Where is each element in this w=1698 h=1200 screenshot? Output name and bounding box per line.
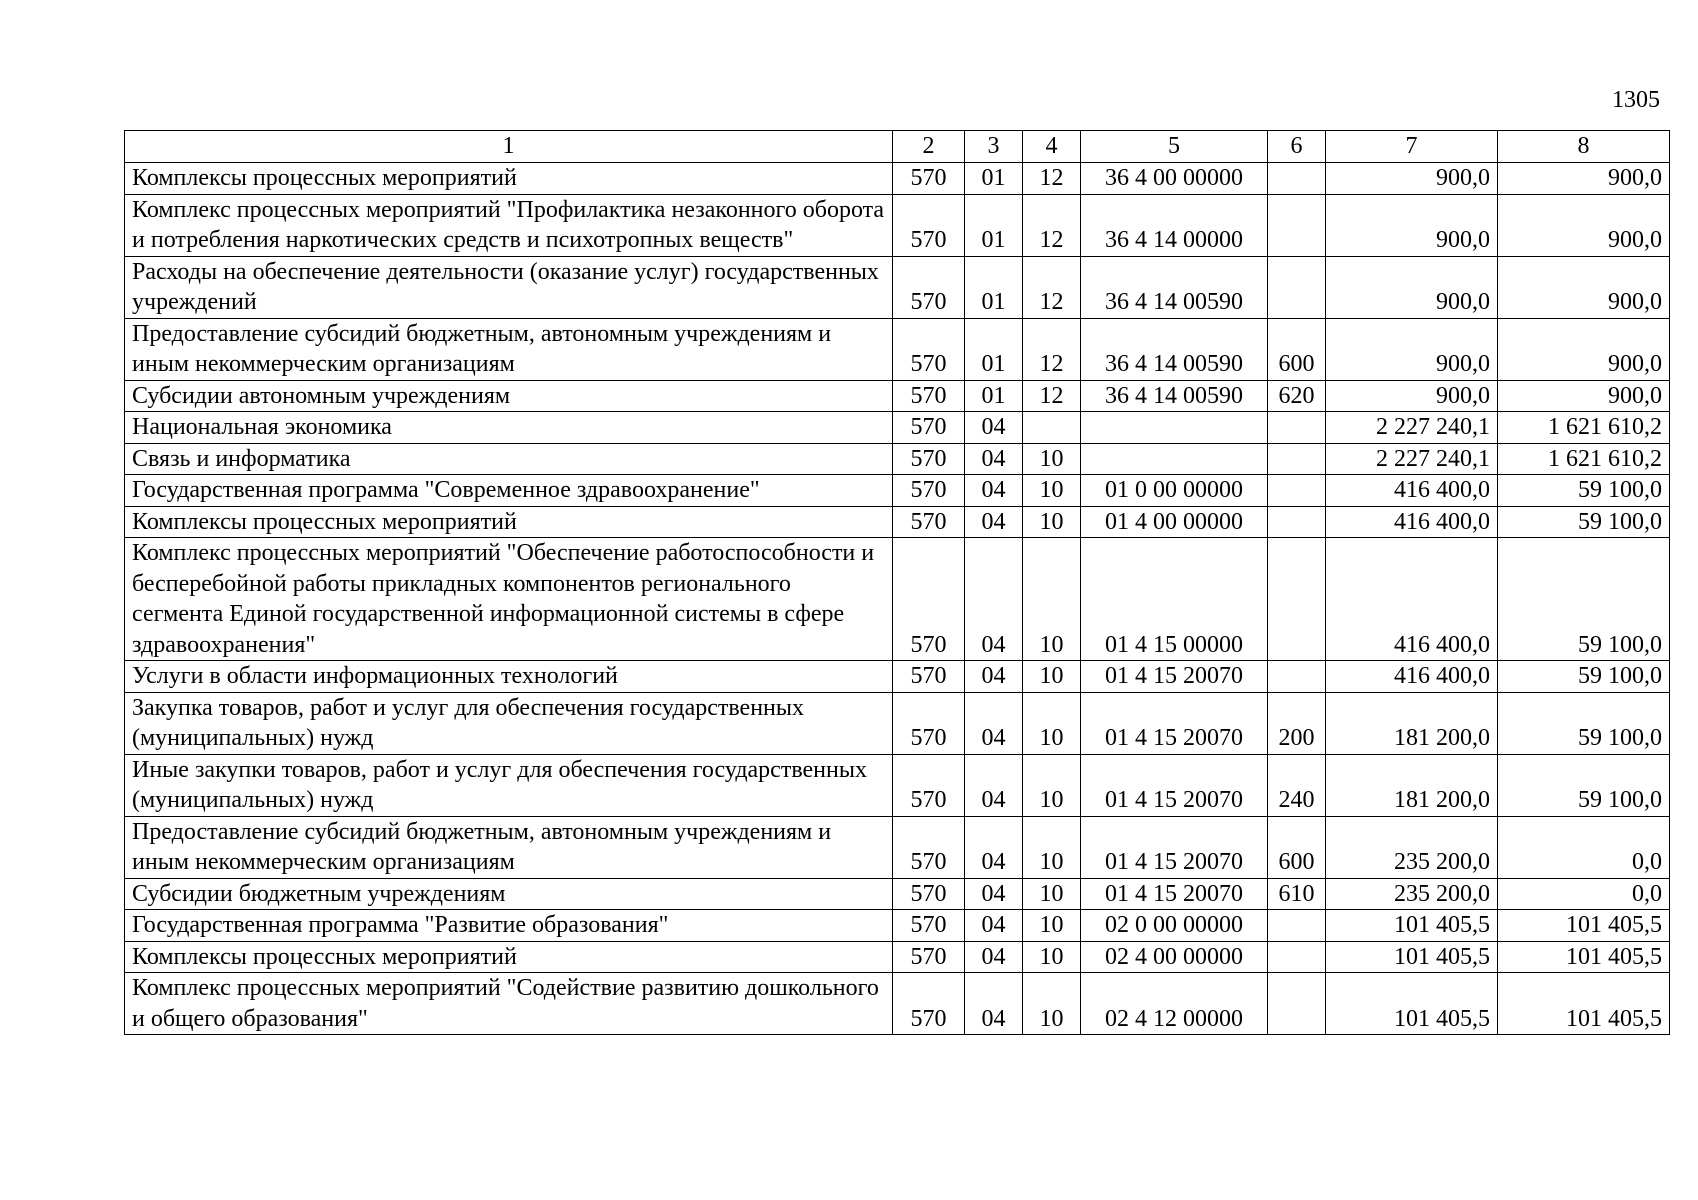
section-cell: 01: [965, 380, 1023, 412]
amount-cell: 181 200,0: [1326, 754, 1498, 816]
amount-cell: 235 200,0: [1326, 878, 1498, 910]
amount-cell: 101 405,5: [1326, 973, 1498, 1035]
section-cell: 04: [965, 443, 1023, 475]
table-row: [125, 816, 1670, 878]
amount-cell: 181 200,0: [1326, 692, 1498, 754]
target-article-cell: 01 4 15 20070: [1081, 661, 1268, 693]
row-name-cell: Иные закупки товаров, работ и услуг для обеспечения государственных (муниципальных) нужд: [125, 754, 893, 816]
section-cell: 04: [965, 878, 1023, 910]
grbs-cell: 570: [893, 443, 965, 475]
expense-type-cell: 240: [1268, 754, 1326, 816]
table-row: [125, 878, 1670, 910]
grbs-cell: 570: [893, 754, 965, 816]
section-cell: 04: [965, 910, 1023, 942]
section-cell: 04: [965, 973, 1023, 1035]
amount-cell: 900,0: [1326, 256, 1498, 318]
column-header: 7: [1326, 131, 1498, 163]
table-row: [125, 163, 1670, 195]
target-article-cell: 01 4 15 00000: [1081, 538, 1268, 661]
grbs-cell: 570: [893, 910, 965, 942]
table-row: [125, 941, 1670, 973]
grbs-cell: 570: [893, 661, 965, 693]
amount-cell: 235 200,0: [1326, 816, 1498, 878]
amount-cell: 101 405,5: [1326, 910, 1498, 942]
expense-type-cell: 200: [1268, 692, 1326, 754]
amount-cell: 900,0: [1498, 256, 1670, 318]
subsection-cell: [1023, 412, 1081, 444]
section-cell: 04: [965, 412, 1023, 444]
section-cell: 04: [965, 538, 1023, 661]
table-row: [125, 538, 1670, 661]
amount-cell: 900,0: [1326, 194, 1498, 256]
amount-cell: 101 405,5: [1498, 941, 1670, 973]
row-name-cell: Национальная экономика: [125, 412, 893, 444]
subsection-cell: 10: [1023, 941, 1081, 973]
subsection-cell: 12: [1023, 194, 1081, 256]
amount-cell: 900,0: [1498, 318, 1670, 380]
target-article-cell: 01 0 00 00000: [1081, 475, 1268, 507]
table-row: [125, 256, 1670, 318]
grbs-cell: 570: [893, 194, 965, 256]
expense-type-cell: 600: [1268, 816, 1326, 878]
table-row: [125, 380, 1670, 412]
subsection-cell: 10: [1023, 973, 1081, 1035]
column-header: 8: [1498, 131, 1670, 163]
target-article-cell: 01 4 15 20070: [1081, 754, 1268, 816]
target-article-cell: 02 4 12 00000: [1081, 973, 1268, 1035]
row-name-cell: Предоставление субсидий бюджетным, автономным учреждениям и иным некоммерческим организациям: [125, 816, 893, 878]
subsection-cell: 12: [1023, 163, 1081, 195]
amount-cell: 0,0: [1498, 816, 1670, 878]
section-cell: 04: [965, 661, 1023, 693]
row-name-cell: Услуги в области информационных технологий: [125, 661, 893, 693]
amount-cell: 900,0: [1326, 163, 1498, 195]
target-article-cell: 01 4 15 20070: [1081, 816, 1268, 878]
column-header: 4: [1023, 131, 1081, 163]
target-article-cell: 36 4 14 00590: [1081, 318, 1268, 380]
target-article-cell: 36 4 14 00590: [1081, 256, 1268, 318]
table-row: [125, 506, 1670, 538]
expense-type-cell: 620: [1268, 380, 1326, 412]
grbs-cell: 570: [893, 538, 965, 661]
amount-cell: 900,0: [1326, 318, 1498, 380]
table-body: [125, 163, 1670, 1035]
table-row: [125, 475, 1670, 507]
section-cell: 01: [965, 163, 1023, 195]
table-row: [125, 661, 1670, 693]
amount-cell: 900,0: [1326, 380, 1498, 412]
subsection-cell: 12: [1023, 256, 1081, 318]
amount-cell: 2 227 240,1: [1326, 412, 1498, 444]
target-article-cell: 36 4 00 00000: [1081, 163, 1268, 195]
column-header: 2: [893, 131, 965, 163]
subsection-cell: 10: [1023, 878, 1081, 910]
expense-type-cell: [1268, 661, 1326, 693]
table-row: [125, 318, 1670, 380]
section-cell: 04: [965, 475, 1023, 507]
subsection-cell: 10: [1023, 538, 1081, 661]
section-cell: 04: [965, 754, 1023, 816]
column-header: 1: [125, 131, 893, 163]
grbs-cell: 570: [893, 380, 965, 412]
column-header: 6: [1268, 131, 1326, 163]
expense-type-cell: [1268, 538, 1326, 661]
grbs-cell: 570: [893, 506, 965, 538]
amount-cell: 59 100,0: [1498, 538, 1670, 661]
grbs-cell: 570: [893, 973, 965, 1035]
row-name-cell: Государственная программа "Современное здравоохранение": [125, 475, 893, 507]
grbs-cell: 570: [893, 475, 965, 507]
expense-type-cell: [1268, 194, 1326, 256]
column-header: 5: [1081, 131, 1268, 163]
row-name-cell: Субсидии бюджетным учреждениям: [125, 878, 893, 910]
amount-cell: 416 400,0: [1326, 506, 1498, 538]
budget-table: [124, 130, 1670, 1035]
row-name-cell: Комплексы процессных мероприятий: [125, 941, 893, 973]
header-row: [125, 131, 1670, 163]
column-header: 3: [965, 131, 1023, 163]
expense-type-cell: [1268, 475, 1326, 507]
subsection-cell: 10: [1023, 910, 1081, 942]
amount-cell: 2 227 240,1: [1326, 443, 1498, 475]
amount-cell: 900,0: [1498, 194, 1670, 256]
grbs-cell: 570: [893, 816, 965, 878]
row-name-cell: Комплексы процессных мероприятий: [125, 163, 893, 195]
section-cell: 01: [965, 256, 1023, 318]
row-name-cell: Закупка товаров, работ и услуг для обеспечения государственных (муниципальных) нужд: [125, 692, 893, 754]
row-name-cell: Комплекс процессных мероприятий "Обеспечение работоспособности и бесперебойной работы прикладных компонентов регионального сегмента Единой государственной информационной системы в сфере здравоохранения": [125, 538, 893, 661]
table-row: [125, 194, 1670, 256]
expense-type-cell: [1268, 256, 1326, 318]
target-article-cell: 01 4 00 00000: [1081, 506, 1268, 538]
amount-cell: 59 100,0: [1498, 661, 1670, 693]
table-row: [125, 443, 1670, 475]
expense-type-cell: 610: [1268, 878, 1326, 910]
row-name-cell: Субсидии автономным учреждениям: [125, 380, 893, 412]
expense-type-cell: [1268, 941, 1326, 973]
expense-type-cell: [1268, 973, 1326, 1035]
target-article-cell: [1081, 443, 1268, 475]
subsection-cell: 10: [1023, 443, 1081, 475]
table-row: [125, 973, 1670, 1035]
amount-cell: 1 621 610,2: [1498, 443, 1670, 475]
grbs-cell: 570: [893, 941, 965, 973]
grbs-cell: 570: [893, 412, 965, 444]
target-article-cell: 02 4 00 00000: [1081, 941, 1268, 973]
amount-cell: 1 621 610,2: [1498, 412, 1670, 444]
row-name-cell: Комплекс процессных мероприятий "Профилактика незаконного оборота и потребления наркотических средств и психотропных веществ": [125, 194, 893, 256]
grbs-cell: 570: [893, 318, 965, 380]
section-cell: 04: [965, 816, 1023, 878]
amount-cell: 416 400,0: [1326, 475, 1498, 507]
amount-cell: 900,0: [1498, 163, 1670, 195]
row-name-cell: Предоставление субсидий бюджетным, автономным учреждениям и иным некоммерческим организациям: [125, 318, 893, 380]
expense-type-cell: [1268, 910, 1326, 942]
section-cell: 01: [965, 194, 1023, 256]
section-cell: 04: [965, 506, 1023, 538]
subsection-cell: 12: [1023, 318, 1081, 380]
subsection-cell: 10: [1023, 692, 1081, 754]
expense-type-cell: [1268, 412, 1326, 444]
subsection-cell: 10: [1023, 506, 1081, 538]
subsection-cell: 10: [1023, 475, 1081, 507]
subsection-cell: 12: [1023, 380, 1081, 412]
section-cell: 04: [965, 941, 1023, 973]
section-cell: 01: [965, 318, 1023, 380]
grbs-cell: 570: [893, 256, 965, 318]
table-row: [125, 412, 1670, 444]
amount-cell: 0,0: [1498, 878, 1670, 910]
grbs-cell: 570: [893, 692, 965, 754]
table-row: [125, 754, 1670, 816]
amount-cell: 59 100,0: [1498, 475, 1670, 507]
amount-cell: 900,0: [1498, 380, 1670, 412]
expense-type-cell: [1268, 163, 1326, 195]
amount-cell: 101 405,5: [1498, 973, 1670, 1035]
amount-cell: 59 100,0: [1498, 506, 1670, 538]
row-name-cell: Связь и информатика: [125, 443, 893, 475]
page-number: 1305: [1612, 87, 1660, 113]
subsection-cell: 10: [1023, 661, 1081, 693]
section-cell: 04: [965, 692, 1023, 754]
amount-cell: 101 405,5: [1326, 941, 1498, 973]
target-article-cell: 36 4 14 00590: [1081, 380, 1268, 412]
row-name-cell: Государственная программа "Развитие образования": [125, 910, 893, 942]
table-row: [125, 910, 1670, 942]
target-article-cell: 01 4 15 20070: [1081, 692, 1268, 754]
amount-cell: 101 405,5: [1498, 910, 1670, 942]
row-name-cell: Расходы на обеспечение деятельности (оказание услуг) государственных учреждений: [125, 256, 893, 318]
amount-cell: 416 400,0: [1326, 538, 1498, 661]
target-article-cell: 36 4 14 00000: [1081, 194, 1268, 256]
expense-type-cell: [1268, 443, 1326, 475]
target-article-cell: [1081, 412, 1268, 444]
subsection-cell: 10: [1023, 754, 1081, 816]
expense-type-cell: [1268, 506, 1326, 538]
target-article-cell: 02 0 00 00000: [1081, 910, 1268, 942]
grbs-cell: 570: [893, 878, 965, 910]
subsection-cell: 10: [1023, 816, 1081, 878]
amount-cell: 59 100,0: [1498, 754, 1670, 816]
amount-cell: 416 400,0: [1326, 661, 1498, 693]
amount-cell: 59 100,0: [1498, 692, 1670, 754]
grbs-cell: 570: [893, 163, 965, 195]
table-row: [125, 692, 1670, 754]
row-name-cell: Комплексы процессных мероприятий: [125, 506, 893, 538]
target-article-cell: 01 4 15 20070: [1081, 878, 1268, 910]
row-name-cell: Комплекс процессных мероприятий "Содействие развитию дошкольного и общего образования": [125, 973, 893, 1035]
expense-type-cell: 600: [1268, 318, 1326, 380]
